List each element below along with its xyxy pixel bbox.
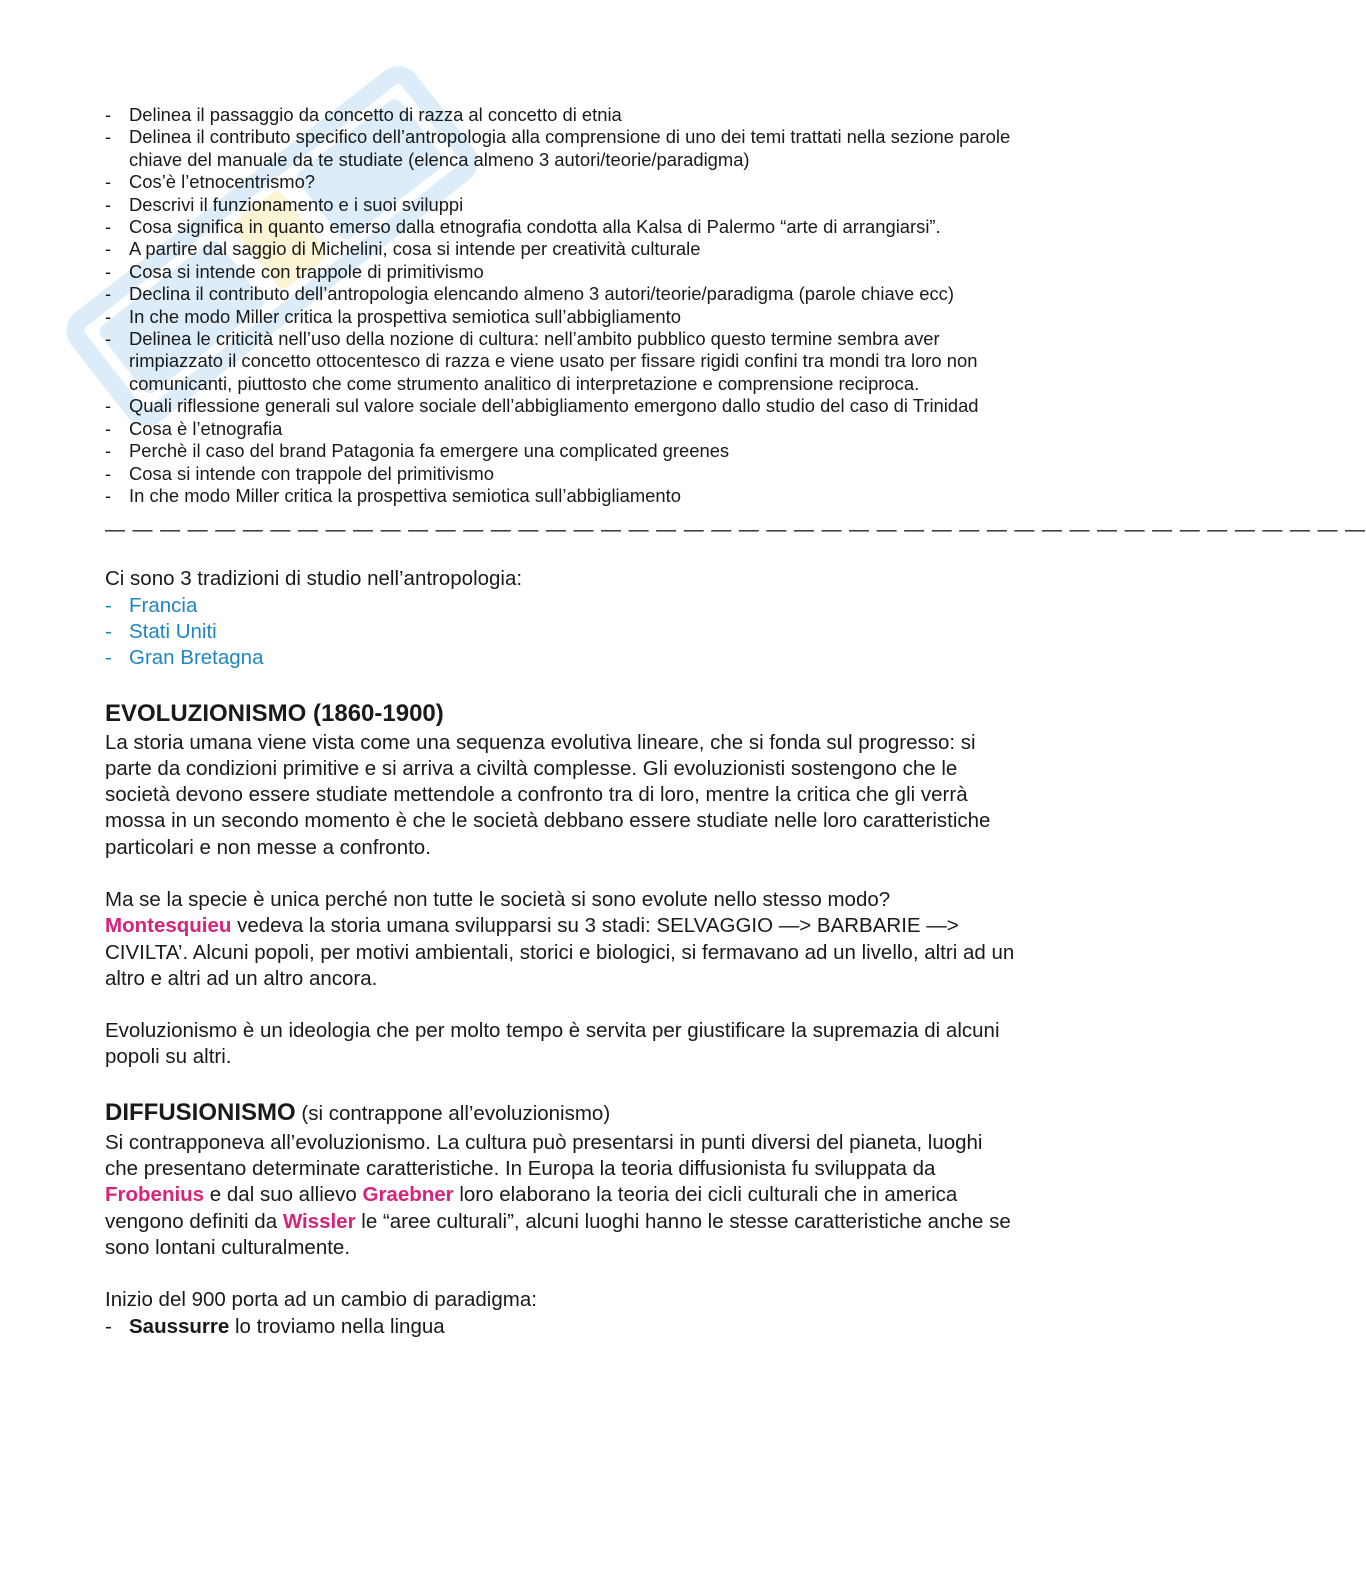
section-body-evoluzionismo — [105, 730, 1015, 1071]
author-name: Wissler — [282, 1209, 356, 1233]
paragraph-text: Si contrapponeva all’evoluzionismo. La cultura può presentarsi in punti diversi del pianeta, luoghi che presentano determinate caratteristiche. In Europa la teoria diffusionista fu sviluppata da — [105, 1130, 983, 1181]
heading-title: DIFFUSIONISMO — [105, 1098, 296, 1126]
section-heading-diffusionismo — [105, 1099, 1015, 1128]
author-name: Frobenius — [105, 1183, 205, 1207]
author-name: Saussurre — [129, 1314, 230, 1338]
paragraph: Evoluzionismo è un ideologia che per molto tempo è servita per giustificare la supremazia di alcuni popoli su altri. — [105, 1019, 1000, 1069]
list-item: - Descrivi il funzionamento e i suoi sviluppi — [105, 194, 1015, 216]
separator-line: — — — — — — — — — — — — — — — — — — — — — — — — — — — — — — — — — — — — — — — — — — — — — — — [105, 519, 1366, 542]
author-name: Graebner — [362, 1183, 454, 1207]
list-item: - Stati Uniti — [105, 619, 1015, 645]
paragraph — [105, 887, 1015, 992]
list-item: - Cosa è l’etnografia — [105, 418, 1015, 440]
list-item: - Cosa si intende con trappole del primitivismo — [105, 463, 1015, 485]
paragraph: Inizio del 900 porta ad un cambio di paradigma: — [105, 1288, 537, 1312]
list-item: - Declina il contributo dell’antropologia elencando almeno 3 autori/teorie/paradigma (parole chiave ecc) — [105, 283, 1015, 305]
paragraph — [105, 1130, 1015, 1261]
list-item: - Quali riflessione generali sul valore sociale dell’abbigliamento emergono dallo studio del caso di Trinidad — [105, 395, 1015, 417]
paragraph-text: le “aree culturali”, alcuni luoghi hanno le stesse caratteristiche anche se sono lontani culturalmente. — [105, 1209, 1011, 1259]
list-item: - Delinea il passaggio da concetto di razza al concetto di etnia — [105, 104, 1015, 126]
paragraph-text: loro elaborano la teoria dei cicli culturali che in america vengono definiti da — [105, 1183, 958, 1233]
section-body-diffusionismo — [105, 1130, 1015, 1340]
list-item: - Cosa significa in quanto emerso dalla etnografia condotta alla Kalsa di Palermo “arte di arrangiarsi”. — [105, 216, 1015, 238]
list-item: - A partire dal saggio di Michelini, cosa si intende per creatività culturale — [105, 238, 1015, 260]
list-item: - Cos’è l’etnocentrismo? — [105, 171, 1015, 193]
traditions-intro: Ci sono 3 tradizioni di studio nell’antropologia: — [105, 567, 523, 591]
list-item: - Delinea le criticità nell’uso della nozione di cultura: nell’ambito pubblico questo termine sembra aver rimpiazzato il concetto ottocentesco di razza e viene usato per fissare rigidi confini tra mondi tra loro non comunicanti, piuttosto che come strumento analitico di interpretazione e comprensione reciproca. — [105, 328, 1015, 395]
paragraph: La storia umana viene vista come una sequenza evolutiva lineare, che si fonda sul progresso: si parte da condizioni primitive e si arriva a civiltà complesse. Gli evoluzionisti sostengono che le società devono essere studiate mettendole a confronto tra di loro, mentre la critica che gli verrà mossa in un secondo momento è che le società debbano essere studiate nelle loro caratteristiche particolari e non messe a confronto. — [105, 730, 991, 859]
question-list — [105, 104, 1015, 507]
traditions-list — [105, 593, 1015, 672]
paragraph-text: e dal suo allievo — [204, 1183, 363, 1207]
list-item: - In che modo Miller critica la prospettiva semiotica sull’abbigliamento — [105, 485, 1015, 507]
list-item: - Delinea il contributo specifico dell’antropologia alla comprensione di uno dei temi trattati nella sezione parole chiave del manuale da te studiate (elenca almeno 3 autori/teorie/paradigma) — [105, 126, 1015, 171]
document-page — [105, 104, 1366, 1340]
list-item: - Gran Bretagna — [105, 645, 1015, 671]
heading-subtitle: (si contrappone all’evoluzionismo) — [295, 1101, 611, 1125]
list-item — [105, 1314, 1015, 1340]
list-item: - In che modo Miller critica la prospettiva semiotica sull’abbigliamento — [105, 306, 1015, 328]
list-item: - Perchè il caso del brand Patagonia fa emergere una complicated greenes — [105, 440, 1015, 462]
paragraph-line: Ma se la specie è unica perché non tutte le società si sono evolute nello stesso modo? — [105, 887, 891, 911]
list-item: - Cosa si intende con trappole di primitivismo — [105, 261, 1015, 283]
list-item: - Francia — [105, 593, 1015, 619]
section-heading-evoluzionismo: EVOLUZIONISMO (1860-1900) — [105, 699, 444, 727]
author-name: Montesquieu — [105, 914, 232, 938]
paragraph-text: vedeva la storia umana svilupparsi su 3 stadi: SELVAGGIO —> BARBARIE —> CIVILTA’. Alcuni popoli, per motivi ambientali, storici e biologici, si fermavano ad un livello, altri ad un altro e altri ad un altro ancora. — [105, 914, 1015, 990]
paragraph-text: lo troviamo nella lingua — [229, 1314, 445, 1338]
